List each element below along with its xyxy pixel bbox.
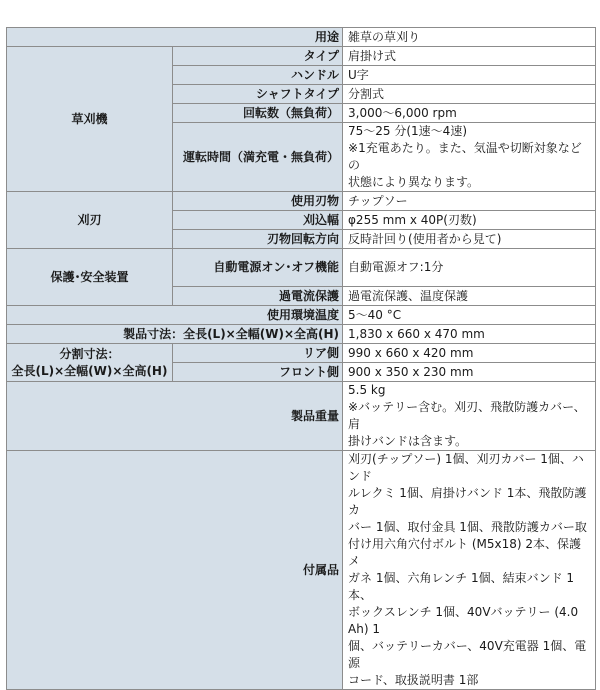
table-row bbox=[7, 192, 596, 211]
accessories-value-line: ガネ 1個、六角レンチ 1個、結束バンド 1本、 bbox=[348, 571, 575, 602]
rpm-label: 回転数（無負荷） bbox=[173, 104, 343, 123]
blade-spec-label: 刈込幅 bbox=[173, 211, 343, 230]
handle-value: U字 bbox=[343, 66, 596, 85]
spec-table bbox=[6, 27, 596, 690]
blade-tool-label: 使用刃物 bbox=[173, 192, 343, 211]
table-row bbox=[7, 306, 596, 325]
accessories-value-line: コード、取扱説明書 1部 bbox=[348, 673, 479, 687]
front-value: 900 x 350 x 230 mm bbox=[343, 363, 596, 382]
weight-label: 製品重量 bbox=[7, 382, 343, 451]
rpm-value: 3,000〜6,000 rpm bbox=[343, 104, 596, 123]
table-row bbox=[7, 249, 596, 287]
rear-value: 990 x 660 x 420 mm bbox=[343, 344, 596, 363]
dimensions-label: 製品寸法：全長(L)×全幅(W)×全高(H) bbox=[7, 325, 343, 344]
auto-power-label: 自動電源オン･オフ機能 bbox=[173, 249, 343, 287]
front-label: フロント側 bbox=[173, 363, 343, 382]
runtime-value bbox=[343, 123, 596, 192]
weight-value-line: ※バッテリー含む。刈刃、飛散防護カバー、肩 bbox=[348, 400, 586, 431]
table-row bbox=[7, 344, 596, 363]
accessories-value-line: ボックスレンチ 1個、40Vバッテリー (4.0 Ah) 1 bbox=[348, 605, 579, 636]
overcurrent-value: 過電流保護、温度保護 bbox=[343, 287, 596, 306]
runtime-value-line: 状態により異なります。 bbox=[348, 175, 480, 189]
auto-power-value: 自動電源オフ:1分 bbox=[343, 249, 596, 287]
weight-value-line: 5.5 kg bbox=[348, 383, 386, 397]
table-row bbox=[7, 47, 596, 66]
accessories-label: 付属品 bbox=[7, 451, 343, 690]
weight-value-line: 掛けバンドは含ます。 bbox=[348, 434, 468, 448]
accessories-value-line: バー 1個、取付金具 1個、飛散防護カバー取 bbox=[348, 520, 587, 534]
temperature-value: 5〜40 °C bbox=[343, 306, 596, 325]
table-row bbox=[7, 451, 596, 690]
accessories-value bbox=[343, 451, 596, 690]
machine-group-label: 草刈機 bbox=[7, 47, 173, 192]
dimensions-value: 1,830 x 660 x 470 mm bbox=[343, 325, 596, 344]
table-row bbox=[7, 382, 596, 451]
runtime-value-line: 75〜25 分(1速〜4速) bbox=[348, 124, 468, 138]
blade-rotation-label: 刃物回転方向 bbox=[173, 230, 343, 249]
runtime-label: 運転時間（満充電・無負荷） bbox=[173, 123, 343, 192]
shaft-label: シャフトタイプ bbox=[173, 85, 343, 104]
usage-value: 雑草の草刈り bbox=[343, 28, 596, 47]
runtime-value-line: ※1充電あたり。また、気温や切断対象などの bbox=[348, 141, 582, 172]
protection-group-label: 保護･安全装置 bbox=[7, 249, 173, 306]
accessories-value-line: 付け用六角穴付ボルト (M5x18) 2本、保護メ bbox=[348, 537, 582, 568]
split-group-line: 全長(L)×全幅(W)×全高(H) bbox=[11, 363, 168, 378]
split-group-label bbox=[7, 344, 173, 382]
type-value: 肩掛け式 bbox=[343, 47, 596, 66]
blade-rotation-value: 反時計回り(使用者から見て) bbox=[343, 230, 596, 249]
handle-label: ハンドル bbox=[173, 66, 343, 85]
blade-group-label: 刈刃 bbox=[7, 192, 173, 249]
rear-label: リア側 bbox=[173, 344, 343, 363]
overcurrent-label: 過電流保護 bbox=[173, 287, 343, 306]
usage-label: 用途 bbox=[7, 28, 343, 47]
blade-tool-value: チップソー bbox=[343, 192, 596, 211]
shaft-value: 分割式 bbox=[343, 85, 596, 104]
weight-value bbox=[343, 382, 596, 451]
type-label: タイプ bbox=[173, 47, 343, 66]
accessories-value-line: 刈刃(チップソー) 1個、刈刃カバー 1個、ハンド bbox=[348, 452, 584, 483]
accessories-value-line: ルレクミ 1個、肩掛けバンド 1本、飛散防護カ bbox=[348, 486, 587, 517]
blade-spec-value: φ255 mm x 40P(刃数) bbox=[343, 211, 596, 230]
table-row bbox=[7, 325, 596, 344]
table-row bbox=[7, 28, 596, 47]
split-group-line: 分割寸法： bbox=[59, 346, 120, 361]
temperature-label: 使用環境温度 bbox=[7, 306, 343, 325]
accessories-value-line: 個、バッテリーカバー、40V充電器 1個、電源 bbox=[348, 639, 587, 670]
